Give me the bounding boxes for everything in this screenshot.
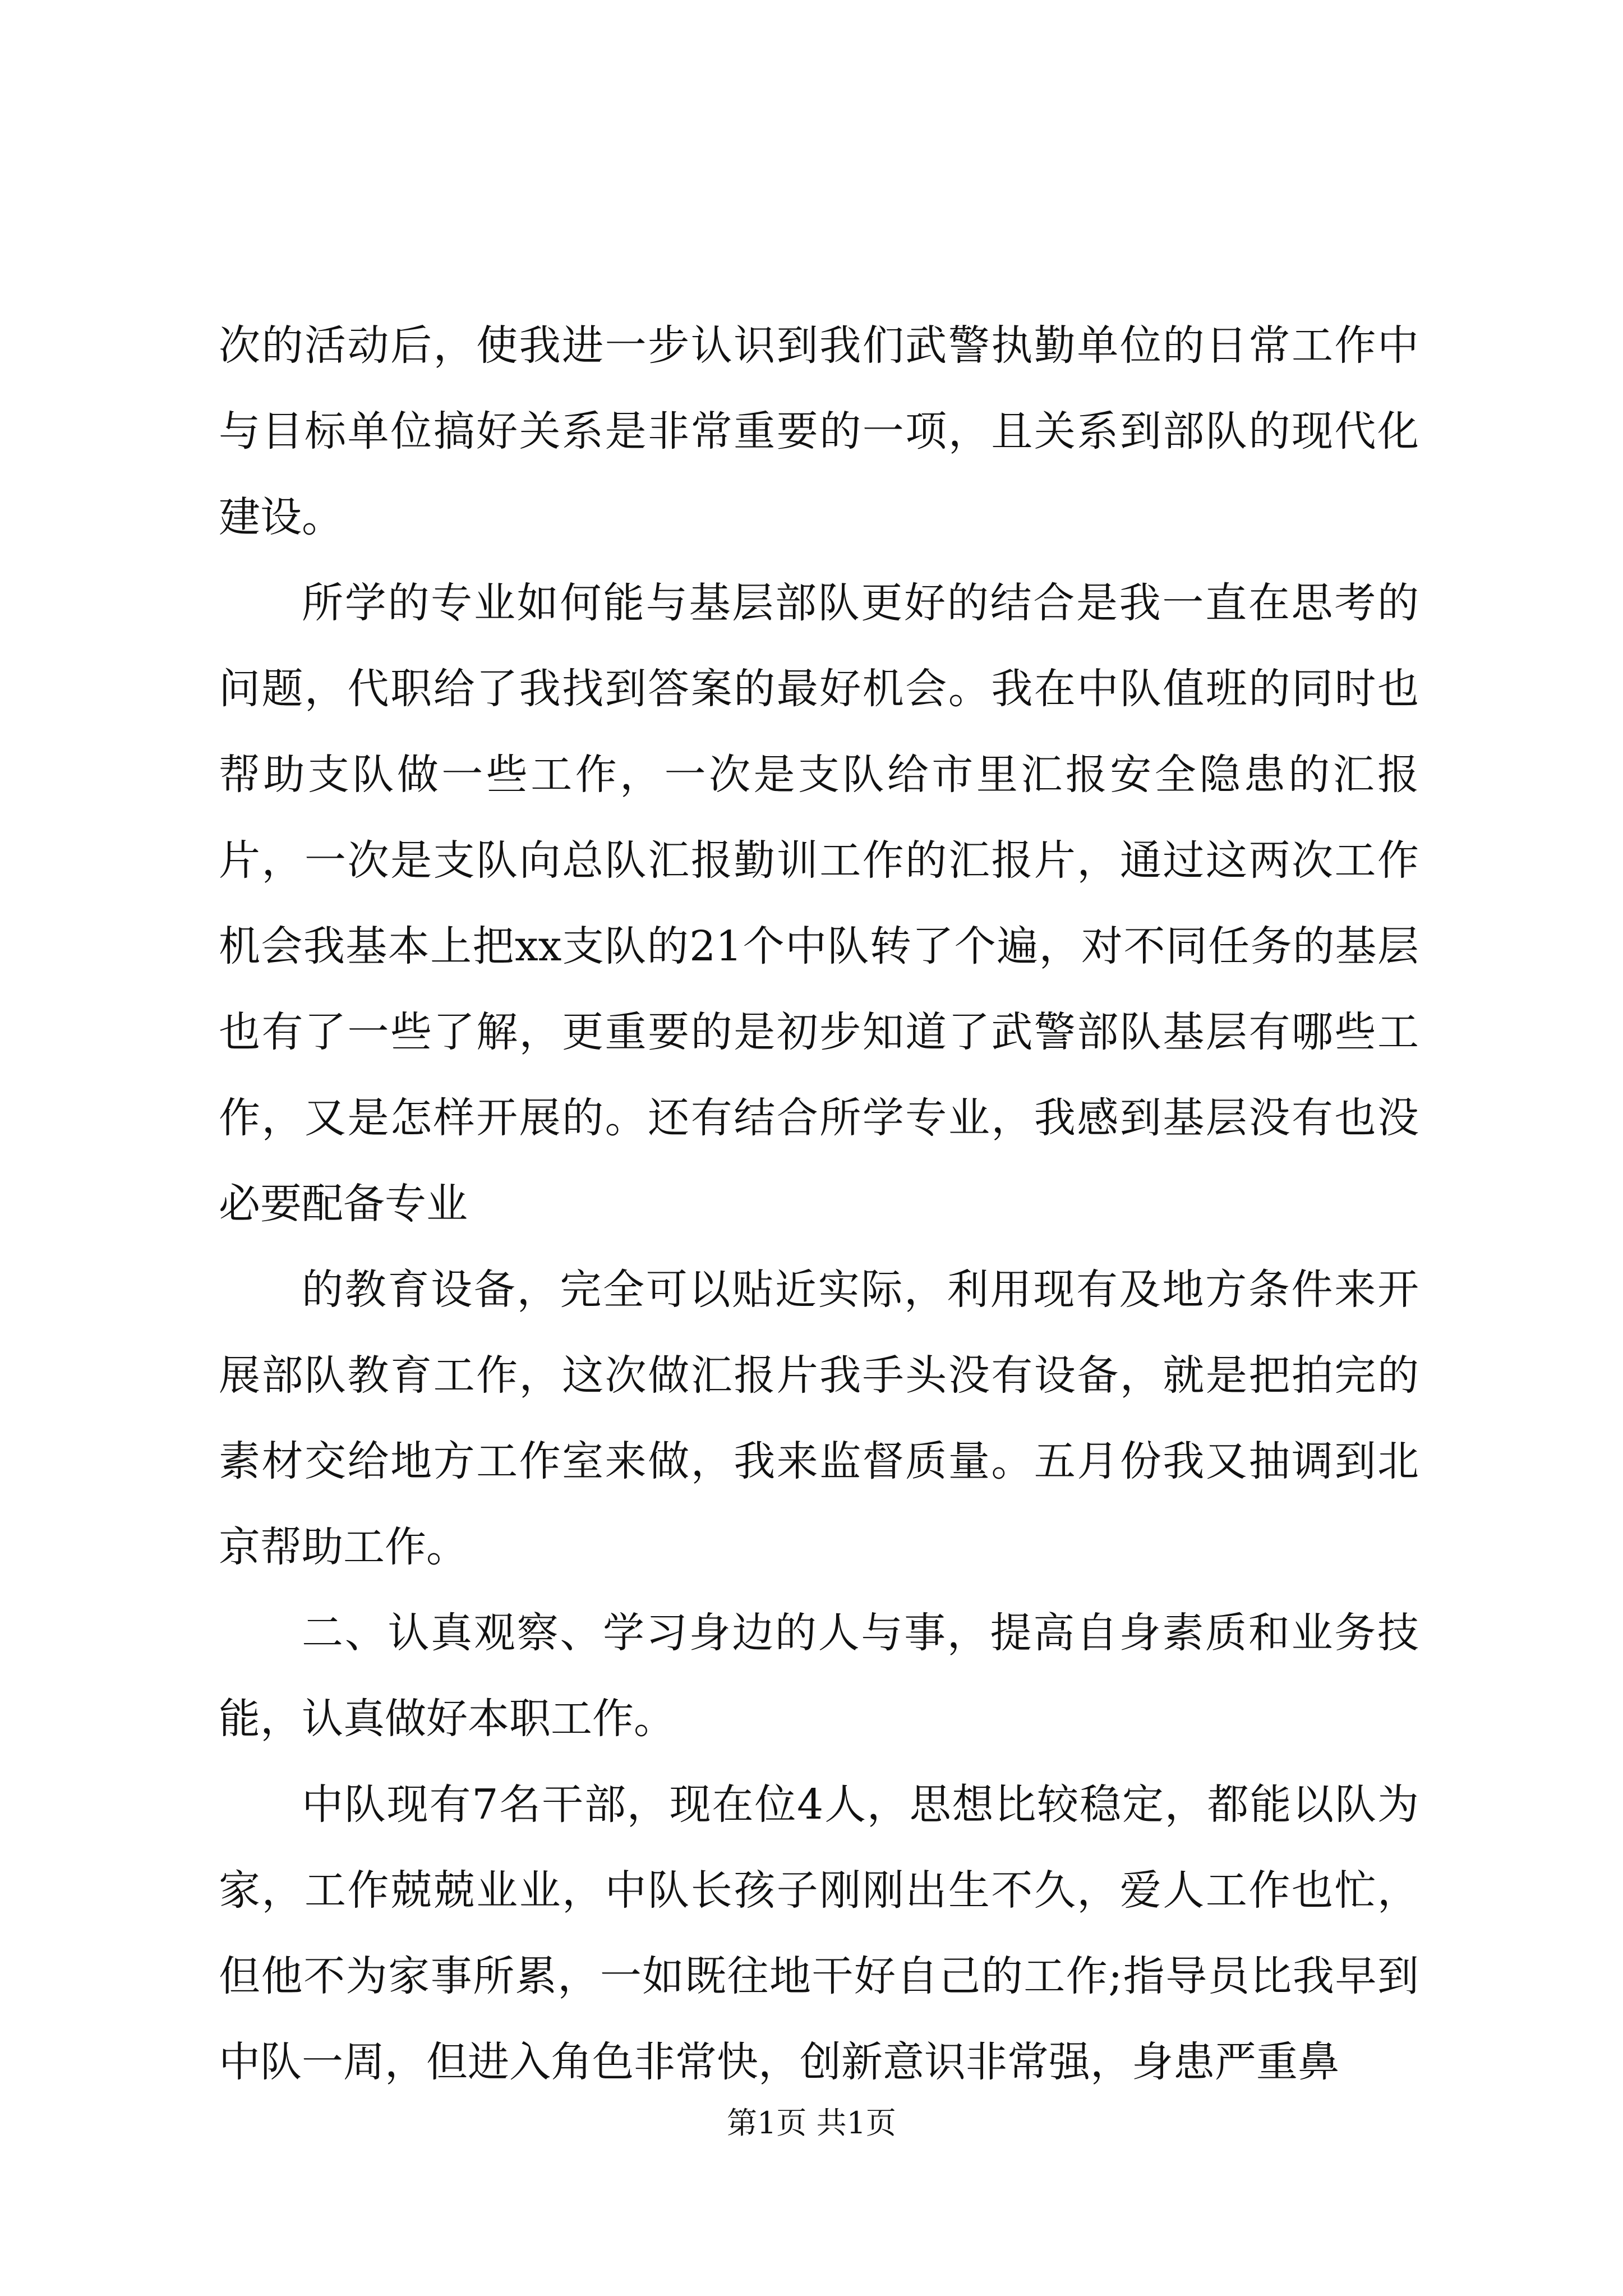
paragraph: 的教育设备，完全可以贴近实际，利用现有及地方条件来开展部队教育工作，这次做汇报片我手头没有设备，就是把拍完的素材交给地方工作室来做，我来监督质量。五月份我又抽调到北京帮助工作。 [219, 1266, 1419, 1571]
page-footer [0, 2101, 1623, 2146]
paragraph: 中队现有7名干部，现在位4人，思想比较稳定，都能以队为家，工作兢兢业业，中队长孩子刚刚出生不久，爱人工作也忙，但他不为家事所累，一如既往地干好自己的工作;指导员比我早到中队一周，但进入角色非常快，创新意识非常强，身患严重鼻 [219, 1780, 1419, 2086]
page-number-label: 第1页 共1页 [727, 2105, 896, 2141]
paragraph: 所学的专业如何能与基层部队更好的结合是我一直在思考的问题，代职给了我找到答案的最好机会。我在中队值班的同时也帮助支队做一些工作，一次是支队给市里汇报安全隐患的汇报片，一次是支队向总队汇报勤训工作的汇报片，通过这两次工作机会我基本上把xx支队的21个中队转了个遍，对不同任务的基层也有了一些了解，更重要的是初步知道了武警部队基层有哪些工作，又是怎样开展的。还有结合所学专业，我感到基层没有也没必要配备专业 [219, 579, 1419, 1228]
paragraph: 次的活动后，使我进一步认识到我们武警执勤单位的日常工作中与目标单位搞好关系是非常重要的一项，且关系到部队的现代化建设。 [219, 321, 1419, 541]
document-body [219, 303, 1419, 2105]
paragraph: 二、认真观察、学习身边的人与事，提高自身素质和业务技能，认真做好本职工作。 [219, 1609, 1419, 1743]
